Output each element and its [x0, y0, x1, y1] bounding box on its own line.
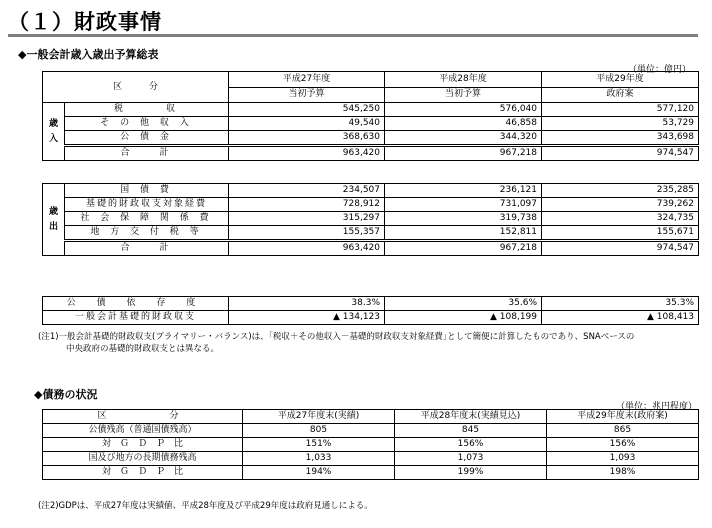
cell-value: 731,097 — [385, 198, 542, 212]
row-label: 税 収 — [65, 103, 229, 117]
cell-value: 235,285 — [542, 184, 699, 198]
budget-year-header: 平成28年度 — [385, 72, 542, 88]
debt-year-header: 平成29年度末(政府案) — [547, 410, 699, 424]
budget-type-header: 当初予算 — [229, 87, 385, 103]
cell-value: 577,120 — [542, 103, 699, 117]
row-label: 合 計 — [65, 241, 229, 256]
table-row-total — [43, 241, 699, 256]
row-label: 社 会 保 障 関 係 費 — [65, 212, 229, 226]
cell-value: 236,121 — [385, 184, 542, 198]
cell-value: 199% — [395, 466, 547, 480]
table-row — [43, 198, 699, 212]
title-rule — [8, 34, 698, 37]
cell-value: 344,320 — [385, 131, 542, 146]
row-label: 合 計 — [65, 146, 229, 161]
budget-heading: ◆一般会計歳入歳出予算総表 — [18, 48, 159, 61]
debt-table — [42, 409, 699, 480]
cell-value: 576,040 — [385, 103, 542, 117]
row-label: そ の 他 収 入 — [65, 117, 229, 131]
table-row — [43, 117, 699, 131]
cell-value: 155,671 — [542, 226, 699, 241]
cell-value: 152,811 — [385, 226, 542, 241]
cell-value: 739,262 — [542, 198, 699, 212]
table-row — [43, 424, 699, 438]
row-label: 公 債 依 存 度 — [43, 297, 229, 311]
budget-year-header: 平成27年度 — [229, 72, 385, 88]
cell-value: 35.3% — [542, 297, 699, 311]
cell-value: 319,738 — [385, 212, 542, 226]
table-row — [43, 311, 699, 325]
debt-heading: ◆債務の状況 — [34, 388, 98, 401]
cell-value: 963,420 — [229, 146, 385, 161]
cell-value: 1,073 — [395, 452, 547, 466]
cell-value: 155,357 — [229, 226, 385, 241]
row-label: 対 Ｇ Ｄ Ｐ 比 — [43, 466, 243, 480]
table-row-total — [43, 146, 699, 161]
cell-value: 46,858 — [385, 117, 542, 131]
cell-value: 728,912 — [229, 198, 385, 212]
cell-value: 865 — [547, 424, 699, 438]
debt-year-header: 平成28年度末(実績見込) — [395, 410, 547, 424]
table-row — [43, 466, 699, 480]
cell-value: 805 — [243, 424, 395, 438]
cell-value: 156% — [547, 438, 699, 452]
table-row — [43, 297, 699, 311]
budget-year-header: 平成29年度 — [542, 72, 699, 88]
table-row — [43, 452, 699, 466]
cell-value: 315,297 — [229, 212, 385, 226]
budget-unit: （単位：億円） — [628, 65, 692, 75]
row-label: 国及び地方の長期債務残高 — [43, 452, 243, 466]
table-row — [43, 226, 699, 241]
budget-type-header: 当初予算 — [385, 87, 542, 103]
revenue-label: 歳入 — [43, 103, 65, 161]
cell-value: 343,698 — [542, 131, 699, 146]
debt-col-label: 区 分 — [43, 410, 243, 424]
cell-value: 234,507 — [229, 184, 385, 198]
table-row — [43, 212, 699, 226]
row-label: 一般会計基礎的財政収支 — [43, 311, 229, 325]
cell-value: 49,540 — [229, 117, 385, 131]
note-1-cont: 中央政府の基礎的財政収支とは異なる。 — [66, 344, 220, 354]
cell-value: 967,218 — [385, 241, 542, 256]
cell-value: 156% — [395, 438, 547, 452]
cell-value: 974,547 — [542, 146, 699, 161]
budget-col-label: 区 分 — [43, 72, 229, 103]
cell-value: 53,729 — [542, 117, 699, 131]
debt-year-header: 平成27年度末(実績) — [243, 410, 395, 424]
cell-value: 35.6% — [385, 297, 542, 311]
cell-value: 198% — [547, 466, 699, 480]
cell-value: ▲ 108,199 — [385, 311, 542, 325]
row-label: 地 方 交 付 税 等 — [65, 226, 229, 241]
row-label: 公債残高（普通国債残高） — [43, 424, 243, 438]
cell-value: ▲ 108,413 — [542, 311, 699, 325]
expenditure-label: 歳出 — [43, 184, 65, 256]
row-label: 対 Ｇ Ｄ Ｐ 比 — [43, 438, 243, 452]
table-row — [43, 131, 699, 146]
note-1: (注1)一般会計基礎的財政収支(プライマリー・バランス)は、｢税収＋その他収入－基礎的財政収支対象経費｣として簡便に計算したものであり、SNAベースの — [38, 332, 635, 342]
table-row — [43, 184, 699, 198]
summary-table — [42, 296, 699, 325]
cell-value: 38.3% — [229, 297, 385, 311]
page-title: （１）財政事情 — [8, 10, 162, 34]
cell-value: 368,630 — [229, 131, 385, 146]
note-2: (注2)GDPは、平成27年度は実績値、平成28年度及び平成29年度は政府見通しによる。 — [38, 501, 373, 511]
cell-value: 845 — [395, 424, 547, 438]
cell-value: 1,093 — [547, 452, 699, 466]
cell-value: 1,033 — [243, 452, 395, 466]
cell-value: 194% — [243, 466, 395, 480]
row-label: 基礎的財政収支対象経費 — [65, 198, 229, 212]
debt-unit: （単位：兆円程度） — [616, 402, 698, 412]
cell-value: 974,547 — [542, 241, 699, 256]
row-label: 公 債 金 — [65, 131, 229, 146]
table-row — [43, 103, 699, 117]
cell-value: 545,250 — [229, 103, 385, 117]
row-label: 国 債 費 — [65, 184, 229, 198]
cell-value: 967,218 — [385, 146, 542, 161]
table-row — [43, 438, 699, 452]
cell-value: ▲ 134,123 — [229, 311, 385, 325]
cell-value: 963,420 — [229, 241, 385, 256]
budget-type-header: 政府案 — [542, 87, 699, 103]
budget-table — [42, 71, 699, 161]
cell-value: 324,735 — [542, 212, 699, 226]
expenditure-table — [42, 183, 699, 256]
cell-value: 151% — [243, 438, 395, 452]
